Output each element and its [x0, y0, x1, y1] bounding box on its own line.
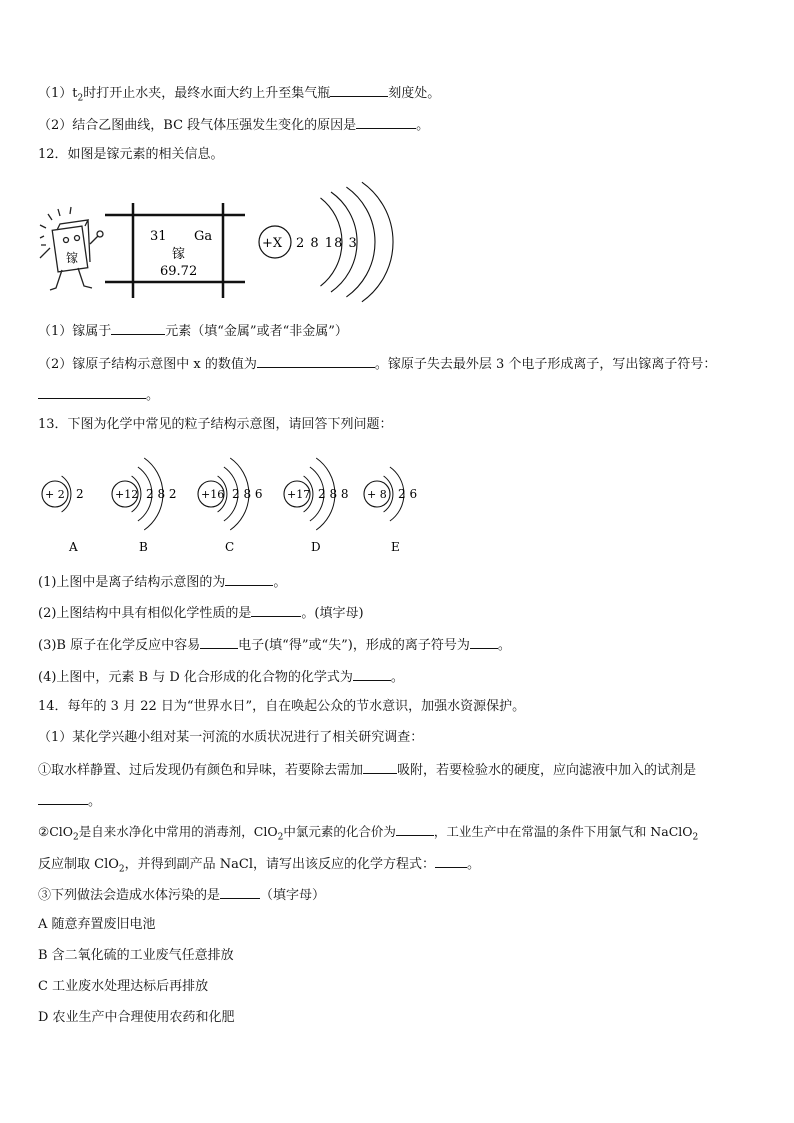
- text: 。: [416, 118, 430, 133]
- answer-blank[interactable]: [220, 886, 260, 899]
- answer-blank[interactable]: [470, 636, 498, 649]
- text: （填字母）: [260, 888, 326, 903]
- text: 。: [467, 857, 481, 872]
- text: （1）镓属于: [38, 324, 112, 339]
- q13-title: 13．下图为化学中常见的粒子结构示意图，请回答下列问题：: [38, 417, 393, 432]
- subscript: 2: [277, 832, 284, 843]
- atom-shell-electrons: 2 8 18 3: [296, 236, 358, 251]
- q14-step1-cont: [38, 792, 101, 810]
- q12-part1: [38, 322, 348, 340]
- answer-blank[interactable]: [111, 322, 165, 335]
- answer-blank[interactable]: [38, 792, 88, 805]
- particle-label: E: [391, 540, 400, 554]
- shell-electrons: 2: [76, 487, 84, 501]
- q12-part2: [38, 355, 716, 373]
- shell-electrons: 2 8 8: [318, 487, 349, 501]
- text: ③下列做法会造成水体污染的是: [38, 888, 221, 903]
- text: 中氯元素的化合价为: [283, 824, 396, 839]
- text: (4)上图中，元素 B 与 D 化合形成的化合物的化学式为: [38, 670, 353, 685]
- element-symbol: Ga: [194, 229, 213, 244]
- nucleus-charge: + 8: [367, 488, 387, 501]
- text: 时打开止水夹，最终水面大约上升至集气瓶: [83, 86, 331, 101]
- text: 。: [273, 575, 287, 590]
- atom-nucleus-label: +X: [262, 236, 283, 251]
- text: （2）镓原子结构示意图中 x 的数值为: [38, 357, 257, 372]
- q14-step2-cont: [38, 855, 480, 878]
- atomic-mass: 69.72: [160, 264, 198, 279]
- particle-diagram-e: [364, 467, 417, 554]
- text: 。: [88, 794, 102, 809]
- subscript: 2: [77, 93, 84, 104]
- particle-label: D: [311, 540, 321, 554]
- text: 。: [497, 638, 511, 653]
- answer-blank[interactable]: [363, 761, 397, 774]
- option-b[interactable]: B 含二氧化硫的工业废气任意排放: [38, 948, 234, 963]
- text: 。镓原子失去最外层 3 个电子形成离子，写出镓离子符号：: [374, 357, 717, 372]
- text: ②ClO: [38, 824, 74, 839]
- text: 吸附，若要检验水的硬度，应向滤液中加入的试剂是: [397, 763, 697, 778]
- q13-part1: [38, 573, 286, 591]
- q14-step3: [38, 886, 325, 904]
- answer-blank[interactable]: [396, 823, 434, 836]
- option-a[interactable]: A 随意弃置废旧电池: [38, 917, 156, 932]
- particle-label: B: [139, 540, 148, 554]
- text: 元素（填“金属”或者“非金属”）: [165, 324, 348, 339]
- q13-part3: [38, 636, 511, 654]
- particle-diagram-d: [284, 458, 349, 554]
- answer-blank[interactable]: [38, 386, 146, 399]
- answer-blank[interactable]: [257, 355, 375, 368]
- q14-part1: （1）某化学兴趣小组对某一河流的水质状况进行了相关研究调查：: [38, 730, 424, 745]
- q13-part4: [38, 668, 404, 686]
- answer-blank[interactable]: [200, 636, 238, 649]
- subscript: 2: [692, 832, 699, 843]
- electron-shell-arc: [362, 182, 393, 302]
- q12-title: 12．如图是镓元素的相关信息。: [38, 147, 224, 162]
- text: （2）结合乙图曲线，BC 段气体压强发生变化的原因是: [38, 118, 357, 133]
- text: ，工业生产中在常温的条件下用氯气和 NaClO: [433, 824, 693, 839]
- q14-step2: [38, 823, 698, 846]
- q13-part2: [38, 604, 364, 622]
- element-name: 镓: [172, 247, 186, 262]
- particle-label: C: [225, 540, 235, 554]
- text: 是自来水净化中常用的消毒剂，ClO: [78, 824, 278, 839]
- answer-blank[interactable]: [251, 604, 301, 617]
- particle-diagram-c: [198, 458, 263, 554]
- cartoon-label: 镓: [66, 251, 79, 265]
- particle-diagram-a: [42, 476, 84, 554]
- text: （1）t: [38, 86, 78, 101]
- text: 反应制取 ClO: [38, 857, 119, 872]
- text: 。: [390, 670, 404, 685]
- text: ，并得到副产品 NaCl，请写出该反应的化学方程式：: [124, 857, 436, 872]
- q12-part2-cont: [38, 386, 159, 404]
- answer-blank[interactable]: [435, 855, 467, 868]
- option-d[interactable]: D 农业生产中合理使用农药和化肥: [38, 1010, 235, 1025]
- answer-blank[interactable]: [353, 668, 391, 681]
- subscript: 2: [118, 864, 125, 875]
- particle-label: A: [69, 540, 78, 554]
- nucleus-charge: +16: [201, 488, 225, 501]
- text: 。(填字母): [301, 606, 364, 621]
- nucleus-charge: +12: [115, 488, 139, 501]
- text: 电子(填“得”或“失”)，形成的离子符号为: [238, 638, 470, 653]
- particle-diagram-b: [112, 458, 177, 554]
- text: 。: [146, 388, 160, 403]
- shell-electrons: 2 8 2: [146, 487, 177, 501]
- subscript: 2: [73, 832, 79, 843]
- nucleus-charge: + 2: [45, 488, 65, 501]
- text: (3)B 原子在化学反应中容易: [38, 638, 201, 653]
- text: (2)上图结构中具有相似化学性质的是: [38, 606, 252, 621]
- answer-blank[interactable]: [225, 573, 273, 586]
- shell-electrons: 2 8 6: [232, 487, 263, 501]
- text: ①取水样静置、过后发现仍有颜色和异味，若要除去需加: [38, 763, 364, 778]
- shell-electrons: 2 6: [398, 487, 418, 501]
- text: (1)上图中是离子结构示意图的为: [38, 575, 226, 590]
- nucleus-charge: +17: [287, 488, 311, 501]
- q14-title: 14．每年的 3 月 22 日为“世界水日”，自在唤起公众的节水意识，加强水资源保护。: [38, 699, 526, 714]
- option-c[interactable]: C 工业废水处理达标后再排放: [38, 979, 209, 994]
- gallium-cartoon-image: [40, 207, 103, 290]
- q14-step1: [38, 761, 696, 779]
- text: 刻度处。: [388, 86, 441, 101]
- atomic-number: 31: [150, 229, 167, 244]
